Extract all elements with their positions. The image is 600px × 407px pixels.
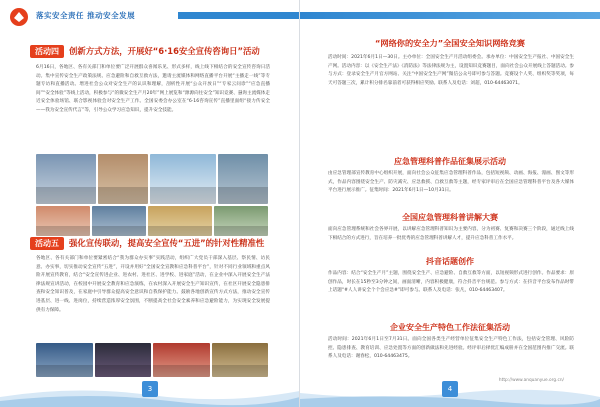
lecture-title: 全国应急管理科普讲解大赛 [402, 213, 498, 222]
section-4-photos-row2 [36, 206, 268, 236]
page-number-right: 4 [442, 381, 458, 397]
section-4-heading [30, 44, 260, 58]
works-title: 应急管理科普作品征集展示活动 [394, 157, 506, 166]
photo-stage [218, 154, 268, 204]
right-header-band [300, 12, 600, 19]
works-body: 由应急管理部宣传教育中心组织开展，面向社会公众征集应急管理科普作品，包括短视频、动画、海报、漫画、图文等形式，作品内容围绕安全生产、防灾减灾、应急救援、自救互救等主题，经专家评审后在全国应急管理科普平台及各大媒体平台进行展示推广。征集时间：2021年6月1日—10月31日。 [328, 171, 574, 194]
section-4-photos [36, 154, 268, 204]
photo-banner [153, 343, 210, 377]
footer-url: http://www.anquanyue.org.cn/ [498, 378, 564, 383]
section-4-tag: 活动四 [30, 45, 64, 58]
photo-lecture [212, 343, 269, 377]
section-5-title: 强化宣传联动，提高安全宣传“五进”的针对性精准性 [69, 238, 265, 248]
header-band [178, 12, 300, 19]
douyin-body: 作品内容：结合“安全生产月”主题，围绕安全生产、应急避险、自救互救等方面，以短视频形式进行创作。作品要求：原创作品，时长在15秒至3分钟之间，画面清晰，内容积极健康，符合抖音平台规范。参与方式：在抖音平台发布作品时带上话题“#人人讲安全个个会应急#”即可参与。联系人及电话：张凡，010-64463407。 [328, 271, 574, 294]
photo-demo [36, 206, 90, 236]
enterprise-body: 活动时间：2021年6月1日至7月31日。面向全国各类生产经营单位征集安全生产特色工作法，包括安全管理、风险防控、隐患排查、教育培训、应急处置等方面的创新做法和先进经验。经评审后择优汇编成册并在全国范围内推广交流。联系人及电话：谢春松，010-64463475。 [328, 337, 574, 360]
section-5-body: 各地区、各有关部门和单位要紧密结合“我为群众办实事”实践活动，组织广大党员干部深入基层、察民情、访民意、办实事，切实推动安全宣传“五进”，开设并用好“全国安全宣教和应急科普平台”，针对不同行业领域和重点风险开展宣传教育，结合“安全宣传进企业、进农村、进社区、进学校、进家庭”活动，在企业中深入开展安全生产法律法规宣讲活动，在校园中开展安全教育和应急演练，在农村深入开展安全生产知识宣传，在社区开展安全隐患排查和安全知识普及，在家庭中引导群众提高安全意识和自我保护能力。鼓励各地创新宣传方式方法，推动安全宣传进基层、进一线、进岗位，持续营造浓厚安全氛围，不断提高全社会安全素养和应急避险能力，为实现安全发展提供有力保障。 [36, 256, 270, 313]
photo-volunteers [36, 343, 93, 377]
safety-month-logo-icon [8, 6, 30, 28]
section-5-heading [30, 236, 264, 250]
douyin-title: 抖音话题创作 [426, 257, 474, 266]
quiz-title: “网络你的安全力”全国安全知识网络竞赛 [375, 38, 525, 48]
section-5-tag: 活动五 [30, 237, 64, 250]
header-bar [0, 0, 300, 36]
photo-audience [92, 206, 146, 236]
photo-booth [148, 206, 213, 236]
photo-outdoor [214, 206, 268, 236]
header-slogan: 落实安全责任 推动安全发展 [36, 11, 136, 20]
section-5-photos [36, 343, 268, 377]
enterprise-title: 企业安全生产特色工作法征集活动 [390, 323, 510, 332]
photo-crowd [98, 154, 148, 204]
lecture-body: 面向应急管理系统和社会各界开展，以讲解应急管理科普知识为主要内容，分为初赛、复赛和决赛三个阶段，通过线上线下相结合的方式进行，旨在培养一批优秀的应急管理科普讲解人才，提升应急科普工作水平。 [328, 227, 574, 241]
photo-night-event [95, 343, 152, 377]
section-4-title: 创新方式方法，开展好“6·16安全宣传咨询日”活动 [69, 46, 260, 56]
photo-building [150, 154, 215, 204]
section-4-body: 6月16日，各地区、各有关部门和单位要广泛开展群众喜闻乐见、形式多样，线上线下相结合的安全宣传咨询日活动。集中宣传安全生产政策法规、应急避险和自救互救方法，邀请主流媒体和网络直播平台开展“主播走一线”等专题专访和直播活动。增进社会公众对安全生产的认识和理解，剖析性开展“公众开放日”“专家云问诊”“应急直播间”“安全体验”等线上活动，积极参与“的微安全生产月20年”网上展览和“源源向往安全”知识竞赛、悬询主流媒体走近安全体验场馆、联合影视体验会对安全生产工作。全国安委会办公室在“6·16咨询宣传”直播里面组“接力传安全——我为安全宣传代言”等，引导公众学习应急知识，提升安全技能。 [36, 65, 270, 113]
page-right [300, 0, 600, 407]
photo-event [36, 154, 96, 204]
page-number-left: 3 [142, 381, 158, 397]
quiz-body: 活动时间：2021年6月1日—30日。主办单位：全国安全生产月活动组委会。承办单位：中国安全生产报社、中国安全生产网。活动内容：以《安全生产法》《消防法》等法律法规为主，设置知识竞赛题目，面向社会公众开展线上答题活动。参与方式：登录安全生产月官方网站、关注“中国安全生产网”微信公众号即可参与答题。竞赛设个人奖、组织奖等奖项，每天可答题三次，累计积分排名靠前者可获得相应奖励。联系人及电话：刘超，010-64463071。 [328, 55, 574, 86]
